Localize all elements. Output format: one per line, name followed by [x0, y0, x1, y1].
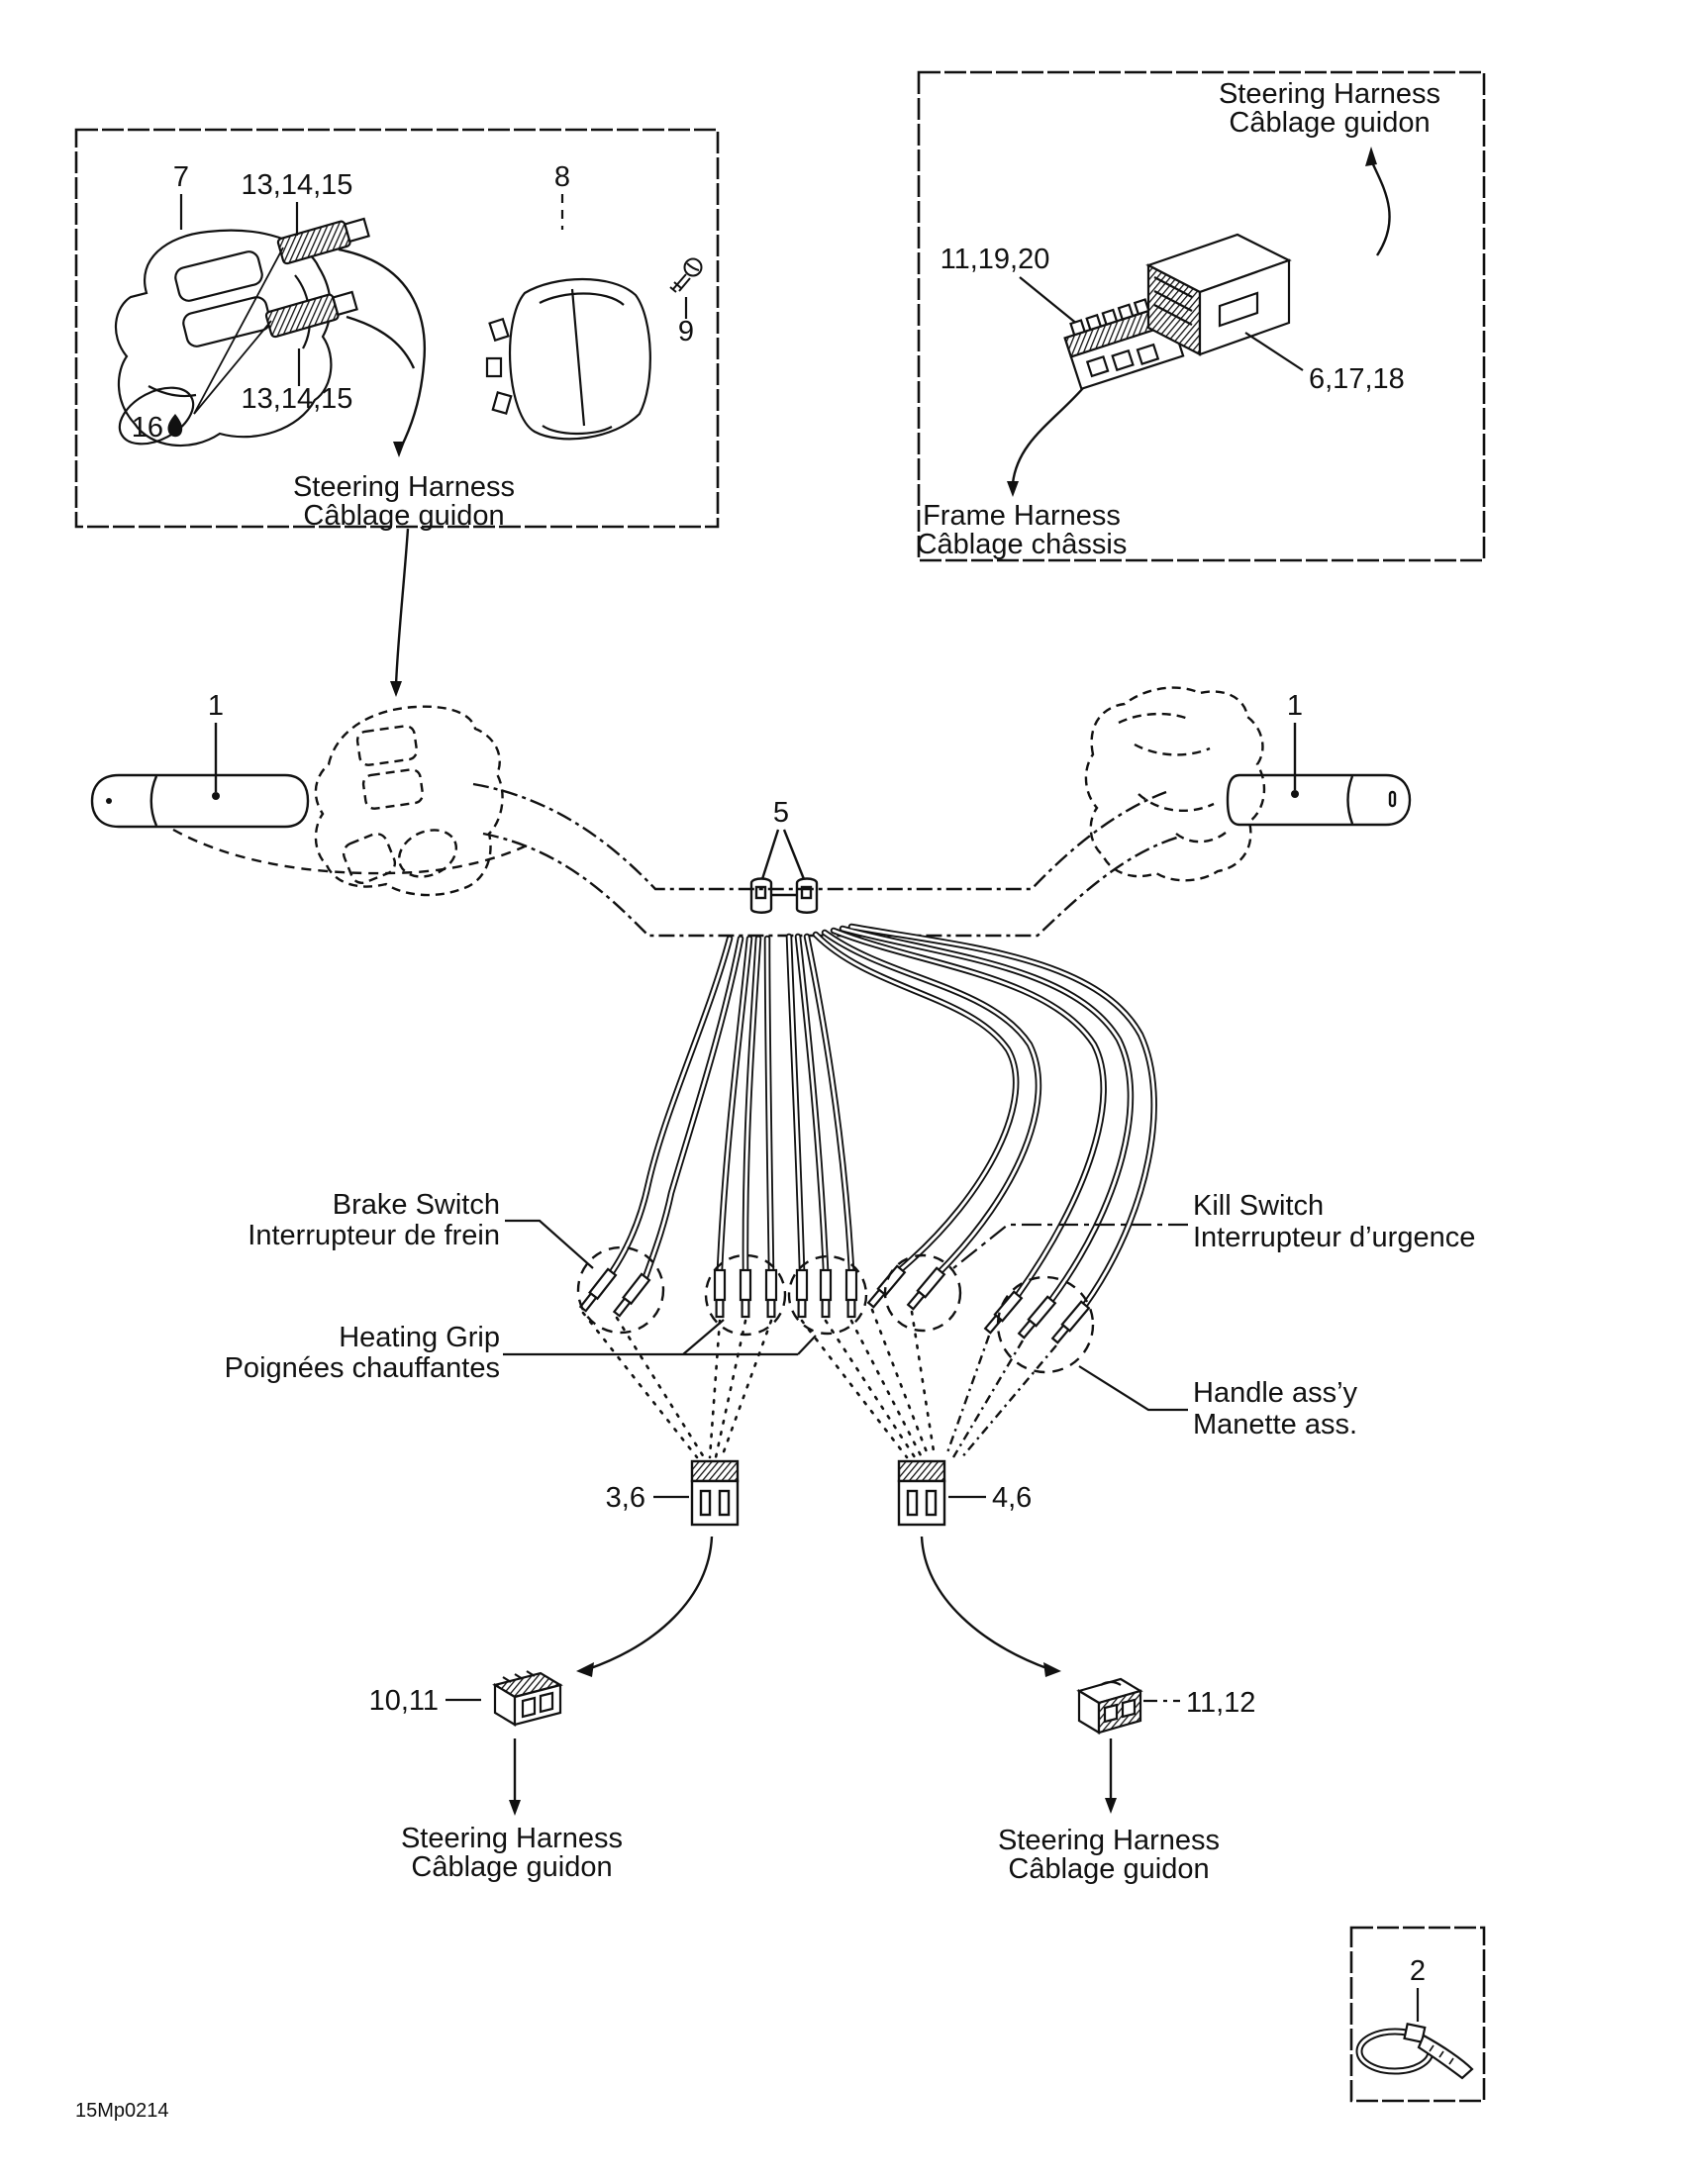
connector-11-12	[1079, 1679, 1140, 1733]
kill-switch-label-en: Kill Switch	[1193, 1190, 1325, 1222]
inset-left-arrow	[396, 529, 408, 685]
handlebar-drawing	[92, 688, 1410, 936]
convergence-dashdot-lines	[946, 1336, 1056, 1459]
inset-box-bottom-right	[1351, 1928, 1484, 2101]
lower-arrows	[588, 1537, 1049, 1669]
steering-harness-connector-drawing	[1148, 235, 1289, 354]
handle-assy-label-en: Handle ass’y	[1193, 1377, 1358, 1409]
part3-6-label: 3,6	[605, 1482, 645, 1514]
left-switch-housing	[316, 707, 503, 895]
bullet-connector-upper	[277, 215, 370, 264]
connector-4-6	[899, 1461, 944, 1525]
inset-box-top-right	[916, 72, 1484, 560]
brake-switch-label-fr: Interrupteur de frein	[248, 1220, 500, 1251]
part13-upper-label: 13,14,15	[241, 169, 353, 201]
part9-label: 9	[677, 316, 695, 347]
steering-left-caption-en: Steering Harness	[400, 1823, 624, 1854]
handle-assy-circle	[998, 1277, 1093, 1372]
part2-label: 2	[1409, 1955, 1427, 1987]
label-leaders	[446, 1221, 1188, 1701]
part8-label: 8	[553, 161, 571, 193]
arrowhead-left	[576, 1662, 594, 1677]
switch-housing-shell-drawing	[487, 279, 650, 439]
handlebar-tube	[473, 784, 1180, 936]
part1-left-label: 1	[207, 690, 225, 722]
inset-right-caption-bottom-fr: Câblage châssis	[916, 529, 1128, 560]
connector-3-6	[692, 1461, 738, 1525]
steering-right-caption-fr: Câblage guidon	[1008, 1853, 1210, 1885]
arrowhead-right	[1043, 1662, 1061, 1677]
down-arrowhead-right	[1105, 1798, 1117, 1814]
bullet-connector-lower	[265, 288, 358, 338]
inset-right-caption-bottom-en: Frame Harness	[923, 500, 1121, 532]
connector-10-11	[495, 1671, 560, 1725]
harness-wires	[612, 927, 1154, 1305]
left-grip	[92, 775, 308, 827]
steering-right-caption-en: Steering Harness	[997, 1825, 1221, 1856]
grease-droplet-icon	[167, 414, 182, 437]
cable-tie-drawing	[1359, 2024, 1472, 2078]
down-arrowhead-left	[509, 1800, 521, 1816]
heating-grip-label-fr: Poignées chauffantes	[224, 1352, 500, 1384]
inset-left-caption-en: Steering Harness	[292, 471, 516, 503]
inset-left-arrowhead	[390, 681, 402, 697]
steering-left-caption-fr: Câblage guidon	[411, 1851, 613, 1883]
brake-switch-label-en: Brake Switch	[332, 1189, 500, 1221]
inset-right-caption-top-fr: Câblage guidon	[1229, 107, 1431, 139]
brake-lever	[173, 830, 527, 873]
part1-right-label: 1	[1286, 690, 1304, 722]
part16-label: 16	[131, 412, 163, 444]
right-switch-housing	[1086, 688, 1264, 881]
cable-clips	[751, 879, 817, 913]
part13-lower-label: 13,14,15	[241, 383, 353, 415]
part11-19-20-label: 11,19,20	[940, 244, 1050, 275]
inset-right-caption-top-en: Steering Harness	[1218, 78, 1441, 110]
drawing-code: 15Mp0214	[75, 2100, 169, 2122]
part4-6-label: 4,6	[992, 1482, 1033, 1514]
handle-assy-label-fr: Manette ass.	[1193, 1409, 1358, 1440]
part6-17-18-label: 6,17,18	[1309, 363, 1405, 395]
part10-11-label: 10,11	[368, 1685, 439, 1717]
inset-left-caption-fr: Câblage guidon	[303, 500, 505, 532]
screw-drawing	[670, 259, 702, 293]
part5-label: 5	[772, 797, 790, 829]
kill-switch-label-fr: Interrupteur d’urgence	[1193, 1222, 1476, 1253]
part7-label: 7	[172, 161, 190, 193]
part11-12-label: 11,12	[1186, 1687, 1256, 1719]
heating-grip-label-en: Heating Grip	[339, 1322, 500, 1353]
